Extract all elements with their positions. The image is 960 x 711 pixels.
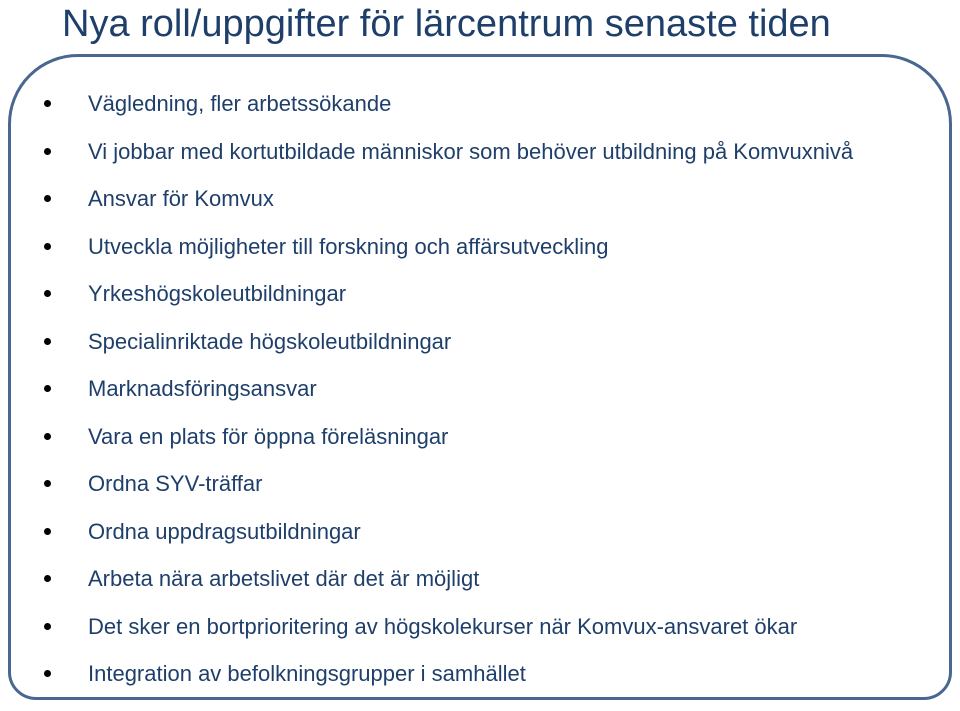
bullet-icon — [44, 290, 51, 297]
bullet-icon — [44, 480, 51, 487]
bullet-text: Ordna uppdragsutbildningar — [88, 518, 361, 544]
bullet-icon — [44, 243, 51, 250]
list-item — [44, 179, 924, 227]
list-item — [44, 417, 924, 465]
list-item — [44, 322, 924, 370]
bullet-text: Vägledning, fler arbetssökande — [88, 91, 392, 116]
bullet-icon — [44, 433, 51, 440]
bullet-icon — [44, 670, 51, 677]
slide-title: Nya roll/uppgifter för lärcentrum senaste tiden — [62, 3, 831, 45]
list-item — [44, 227, 924, 275]
bullet-icon — [44, 148, 51, 155]
bullet-text: Utveckla möjligheter till forskning och affärsutveckling — [88, 233, 609, 259]
list-item — [44, 654, 924, 702]
bullet-icon — [44, 195, 51, 202]
bullet-text: Yrkeshögskoleutbildningar — [88, 281, 347, 306]
bullet-list — [44, 84, 924, 702]
bullet-text: Vi jobbar med kortutbildade människor som behöver utbildning på Komvuxnivå — [88, 138, 854, 164]
list-item — [44, 274, 924, 322]
list-item — [44, 607, 924, 655]
bullet-icon — [44, 575, 51, 582]
list-item — [44, 512, 924, 560]
list-item — [44, 464, 924, 512]
list-item — [44, 559, 924, 607]
bullet-text: Integration av befolkningsgrupper i samhället — [88, 661, 526, 686]
bullet-text: Marknadsföringsansvar — [88, 376, 317, 401]
bullet-text: Ansvar för Komvux — [88, 186, 274, 211]
list-item — [44, 132, 924, 180]
bullet-text: Ordna SYV-träffar — [88, 471, 263, 496]
bullet-text: Det sker en bortprioritering av högskolekurser när Komvux-ansvaret ökar — [88, 613, 798, 639]
bullet-icon — [44, 623, 51, 630]
list-item — [44, 369, 924, 417]
bullet-icon — [44, 338, 51, 345]
bullet-text: Specialinriktade högskoleutbildningar — [88, 328, 452, 354]
bullet-text: Vara en plats för öppna föreläsningar — [88, 423, 449, 449]
bullet-text: Arbeta nära arbetslivet där det är möjligt — [88, 566, 480, 591]
bullet-icon — [44, 385, 51, 392]
list-item — [44, 84, 924, 132]
bullet-icon — [44, 100, 51, 107]
bullet-icon — [44, 528, 51, 535]
